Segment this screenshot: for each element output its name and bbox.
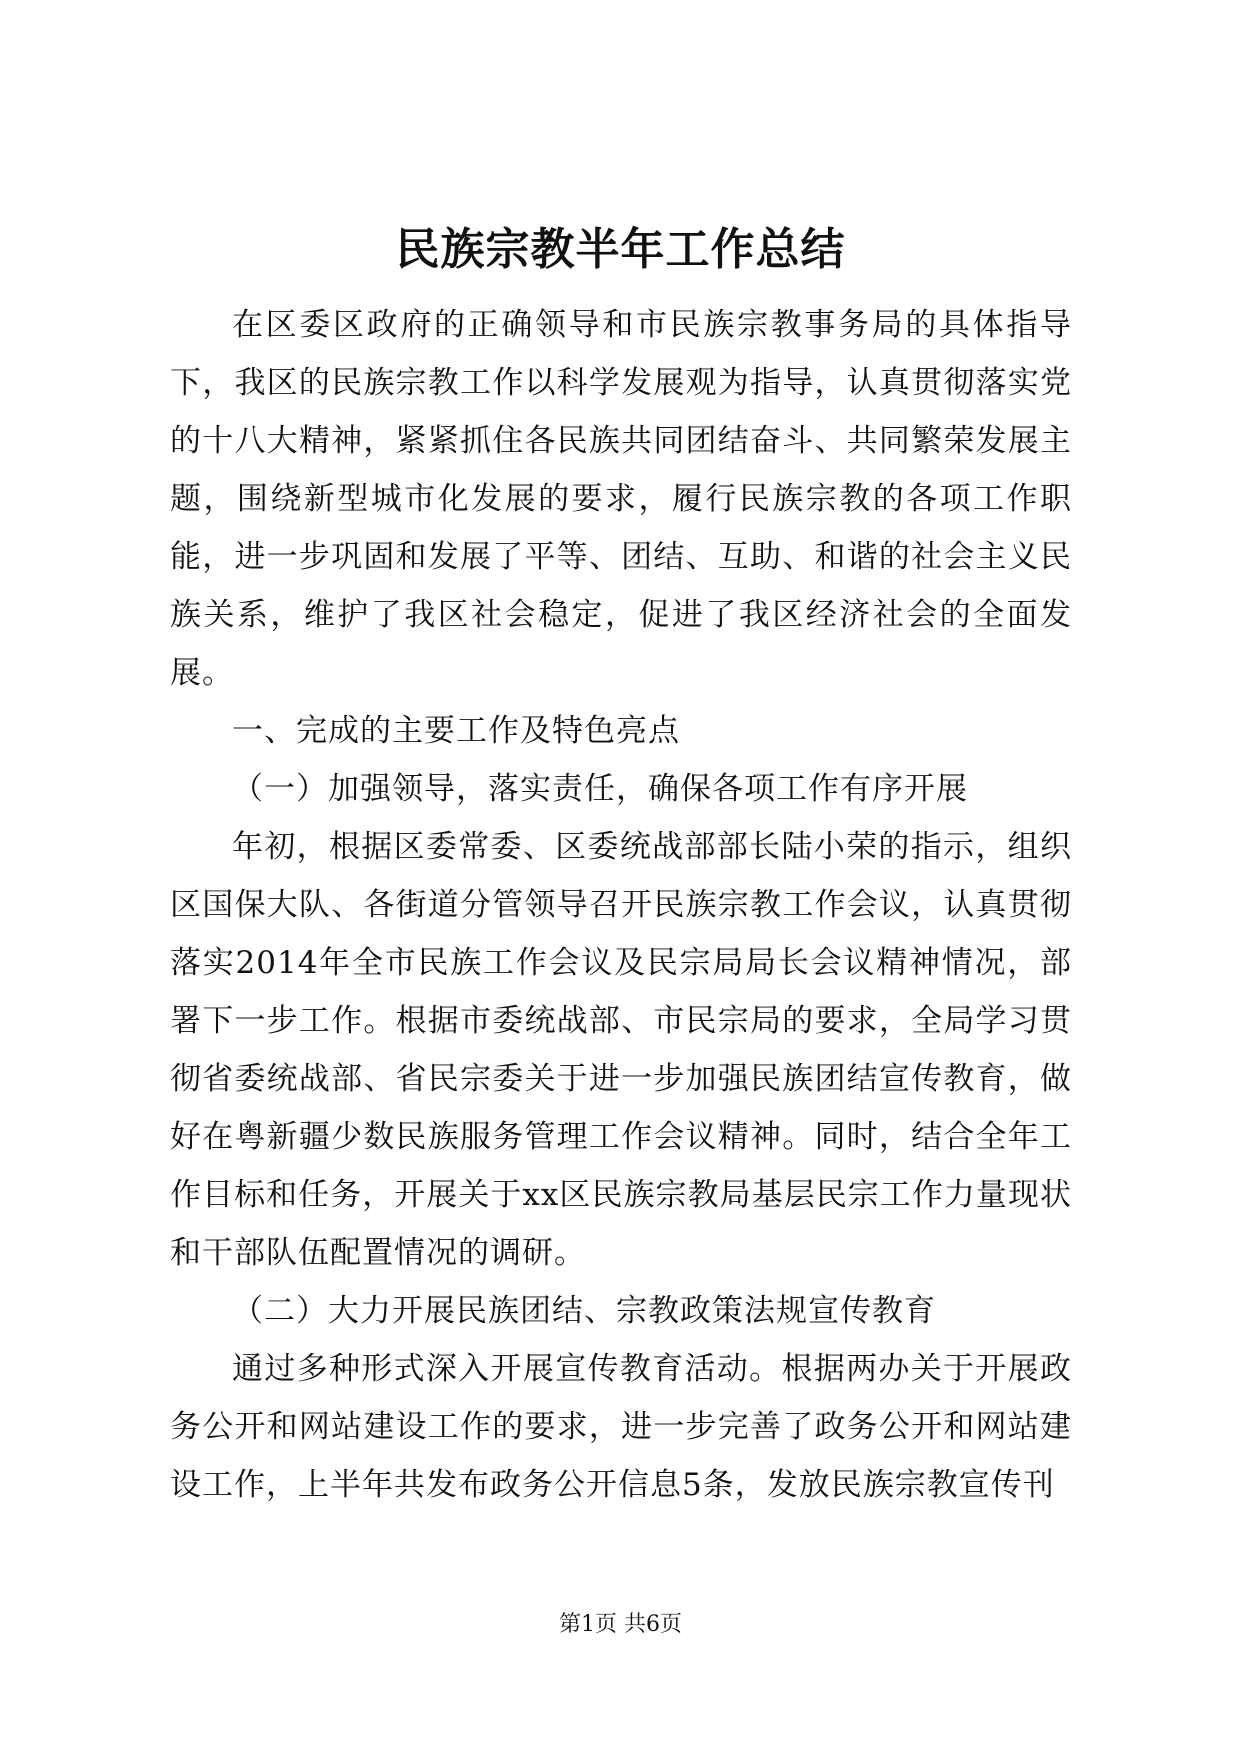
paragraph-intro: 在区委区政府的正确领导和市民族宗教事务局的具体指导下，我区的民族宗教工作以科学发展观为指导，认真贯彻落实党的十八大精神，紧紧抓住各民族共同团结奋斗、共同繁荣发展主题，围绕新型城市化发展的要求，履行民族宗教的各项工作职能，进一步巩固和发展了平等、团结、互助、和谐的社会主义民族关系，维护了我区社会稳定，促进了我区经济社会的全面发展。	[170, 307, 1072, 691]
section-heading-1: 一、完成的主要工作及特色亮点	[232, 713, 680, 749]
paragraph-leadership: 年初，根据区委常委、区委统战部部长陆小荣的指示，组织区国保大队、各街道分管领导召开民族宗教工作会议，认真贯彻落实2014年全市民族工作会议及民宗局局长会议精神情况，部署下一步工作。根据市委统战部、市民宗局的要求，全局学习贯彻省委统战部、省民宗委关于进一步加强民族团结宣传教育，做好在粤新疆少数民族服务管理工作会议精神。同时，结合全年工作目标和任务，开展关于xx区民族宗教局基层民宗工作力量现状和干部队伍配置情况的调研。	[170, 829, 1072, 1271]
document-title: 民族宗教半年工作总结	[395, 224, 846, 275]
page-number-footer: 第1页 共6页	[559, 1612, 682, 1637]
subsection-heading-1: （一）加强领导，落实责任，确保各项工作有序开展	[232, 771, 968, 807]
document-body	[170, 296, 1072, 1514]
paragraph-publicity: 通过多种形式深入开展宣传教育活动。根据两办关于开展政务公开和网站建设工作的要求，进一步完善了政务公开和网站建设工作，上半年共发布政务公开信息5条，发放民族宗教宣传刊	[170, 1351, 1072, 1503]
subsection-heading-2: （二）大力开展民族团结、宗教政策法规宣传教育	[232, 1293, 936, 1329]
